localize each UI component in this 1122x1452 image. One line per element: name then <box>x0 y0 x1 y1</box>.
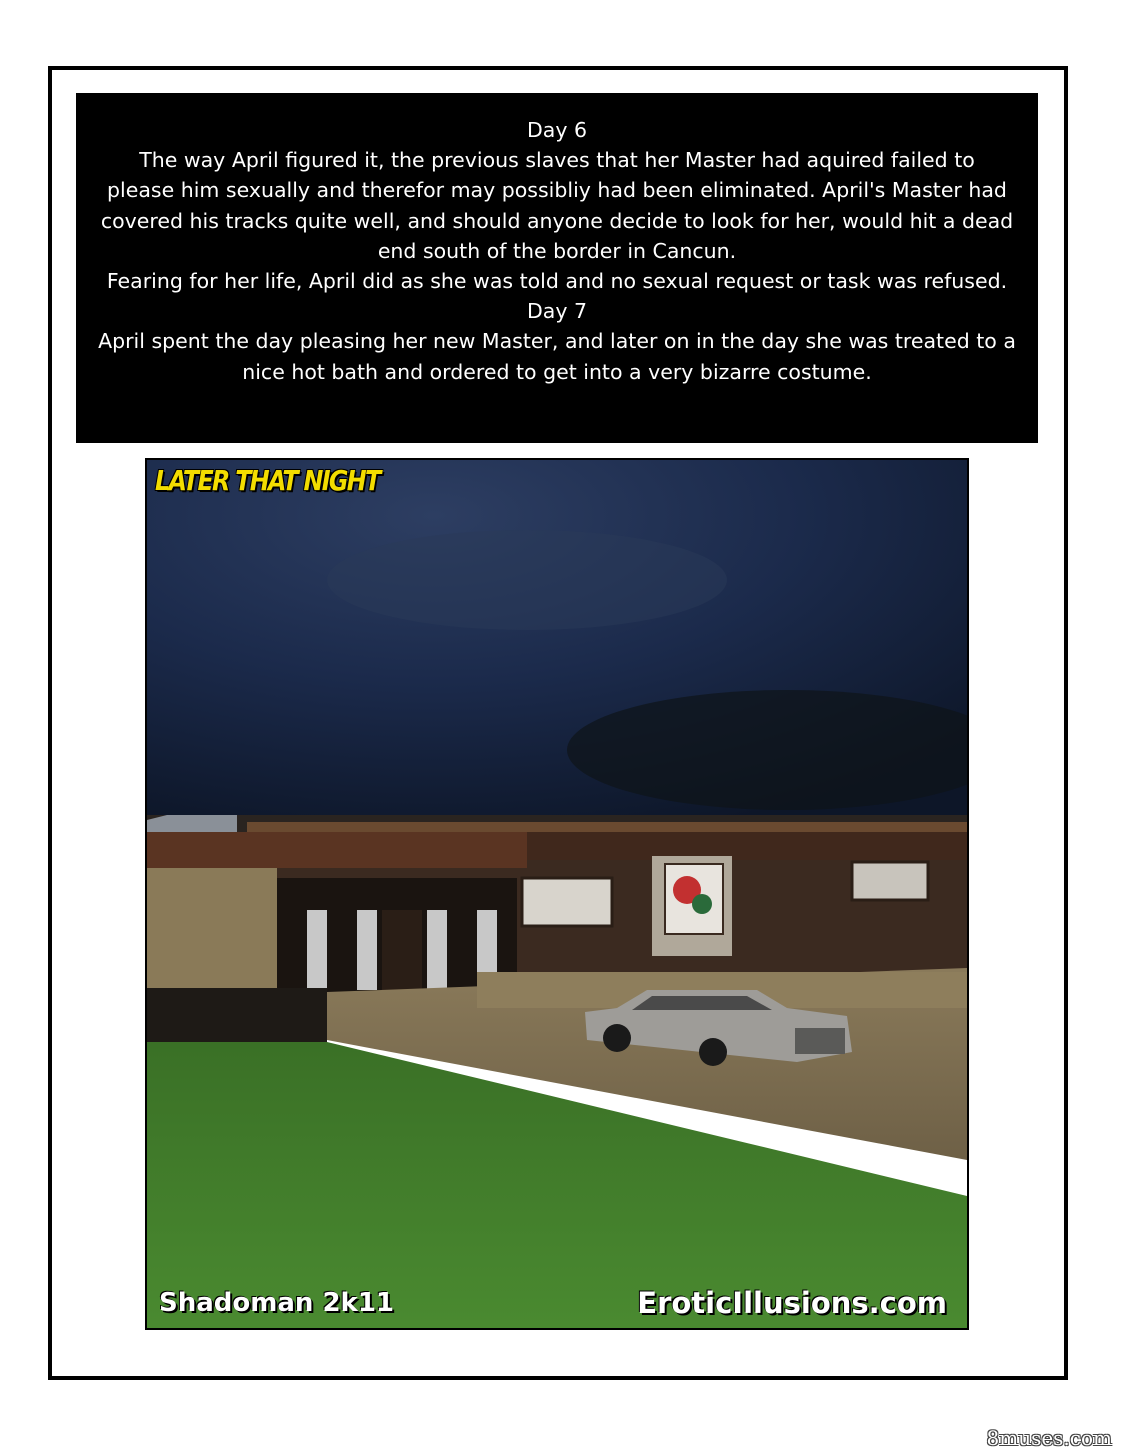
panel-title: LATER THAT NIGHT <box>155 464 380 497</box>
night-house-scene <box>147 460 967 1328</box>
caption-line: April spent the day pleasing her new Master, and later on in the day she was treated to a <box>98 329 1016 354</box>
watermark: 8muses.com <box>986 1426 1112 1450</box>
caption-line: Day 7 <box>526 299 588 324</box>
caption-line: covered his tracks quite well, and should anyone decide to look for her, would hit a dead <box>100 208 1014 233</box>
caption-line: Day 6 <box>526 118 588 142</box>
caption-line: please him sexually and therefor may possibliy had been eliminated. April's Master had <box>107 178 1007 203</box>
site-credit: EroticIllusions.com <box>637 1286 947 1320</box>
artist-credit: Shadoman 2k11 <box>159 1288 395 1318</box>
comic-panel <box>145 458 969 1330</box>
caption-line: The way April figured it, the previous slaves that her Master had aquired failed to <box>139 148 975 173</box>
caption-box <box>76 93 1038 443</box>
caption-line: end south of the border in Cancun. <box>377 238 737 263</box>
caption-line: nice hot bath and ordered to get into a very bizarre costume. <box>242 359 872 384</box>
caption-line: Fearing for her life, April did as she was told and no sexual request or task was refused. <box>106 269 1008 294</box>
